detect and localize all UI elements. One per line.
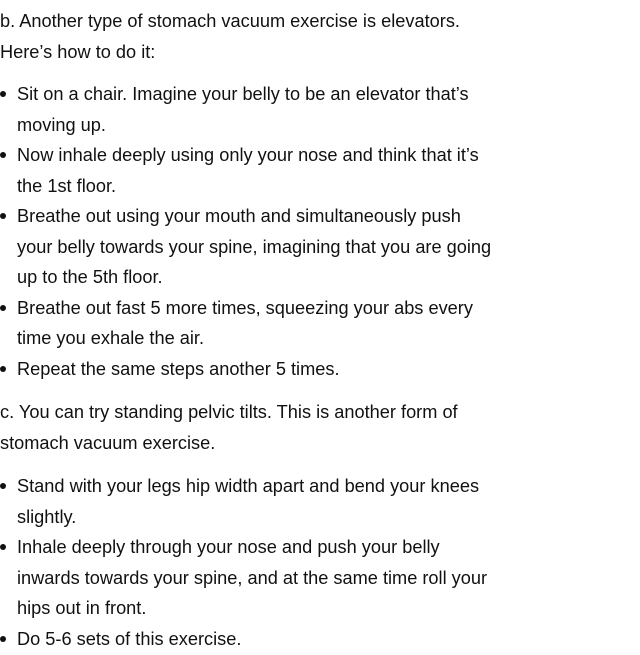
bullet-icon (0, 91, 6, 97)
list-item (0, 354, 500, 385)
section-c-intro: c. You can try standing pelvic tilts. This is another form of stomach vacuum exercise. (0, 402, 458, 453)
bullet-icon (0, 152, 6, 158)
step-text: Breathe out using your mouth and simultaneously push your belly towards your spine, imagining that you are going up to the 5th floor. (17, 206, 492, 287)
list-item (0, 532, 500, 624)
list-item (0, 624, 500, 655)
list-item (0, 201, 500, 293)
bullet-icon (0, 305, 6, 311)
section-c-steps (0, 471, 500, 654)
section-b-steps (0, 79, 500, 384)
bullet-icon (0, 636, 6, 642)
spacer (0, 67, 500, 79)
bullet-icon (0, 213, 6, 219)
step-text: Sit on a chair. Imagine your belly to be an elevator that’s moving up. (17, 84, 469, 135)
step-text: Inhale deeply through your nose and push your belly inwards towards your spine, and at the same time roll your hips out in front. (17, 537, 488, 618)
step-text: Now inhale deeply using only your nose and think that it’s the 1st floor. (17, 145, 479, 196)
step-text: Do 5-6 sets of this exercise. (17, 628, 242, 649)
list-item (0, 471, 500, 532)
list-item (0, 79, 500, 140)
article-body (0, 6, 500, 654)
bullet-icon (0, 483, 6, 489)
spacer (0, 384, 500, 397)
list-item (0, 293, 500, 354)
section-b-intro: b. Another type of stomach vacuum exercise is elevators. Here’s how to do it: (0, 11, 460, 62)
step-text: Breathe out fast 5 more times, squeezing your abs every time you exhale the air. (17, 297, 473, 348)
bullet-icon (0, 544, 6, 550)
list-item (0, 140, 500, 201)
spacer (0, 458, 500, 471)
step-text: Repeat the same steps another 5 times. (17, 358, 340, 379)
bullet-icon (0, 366, 6, 372)
step-text: Stand with your legs hip width apart and bend your knees slightly. (17, 476, 480, 527)
